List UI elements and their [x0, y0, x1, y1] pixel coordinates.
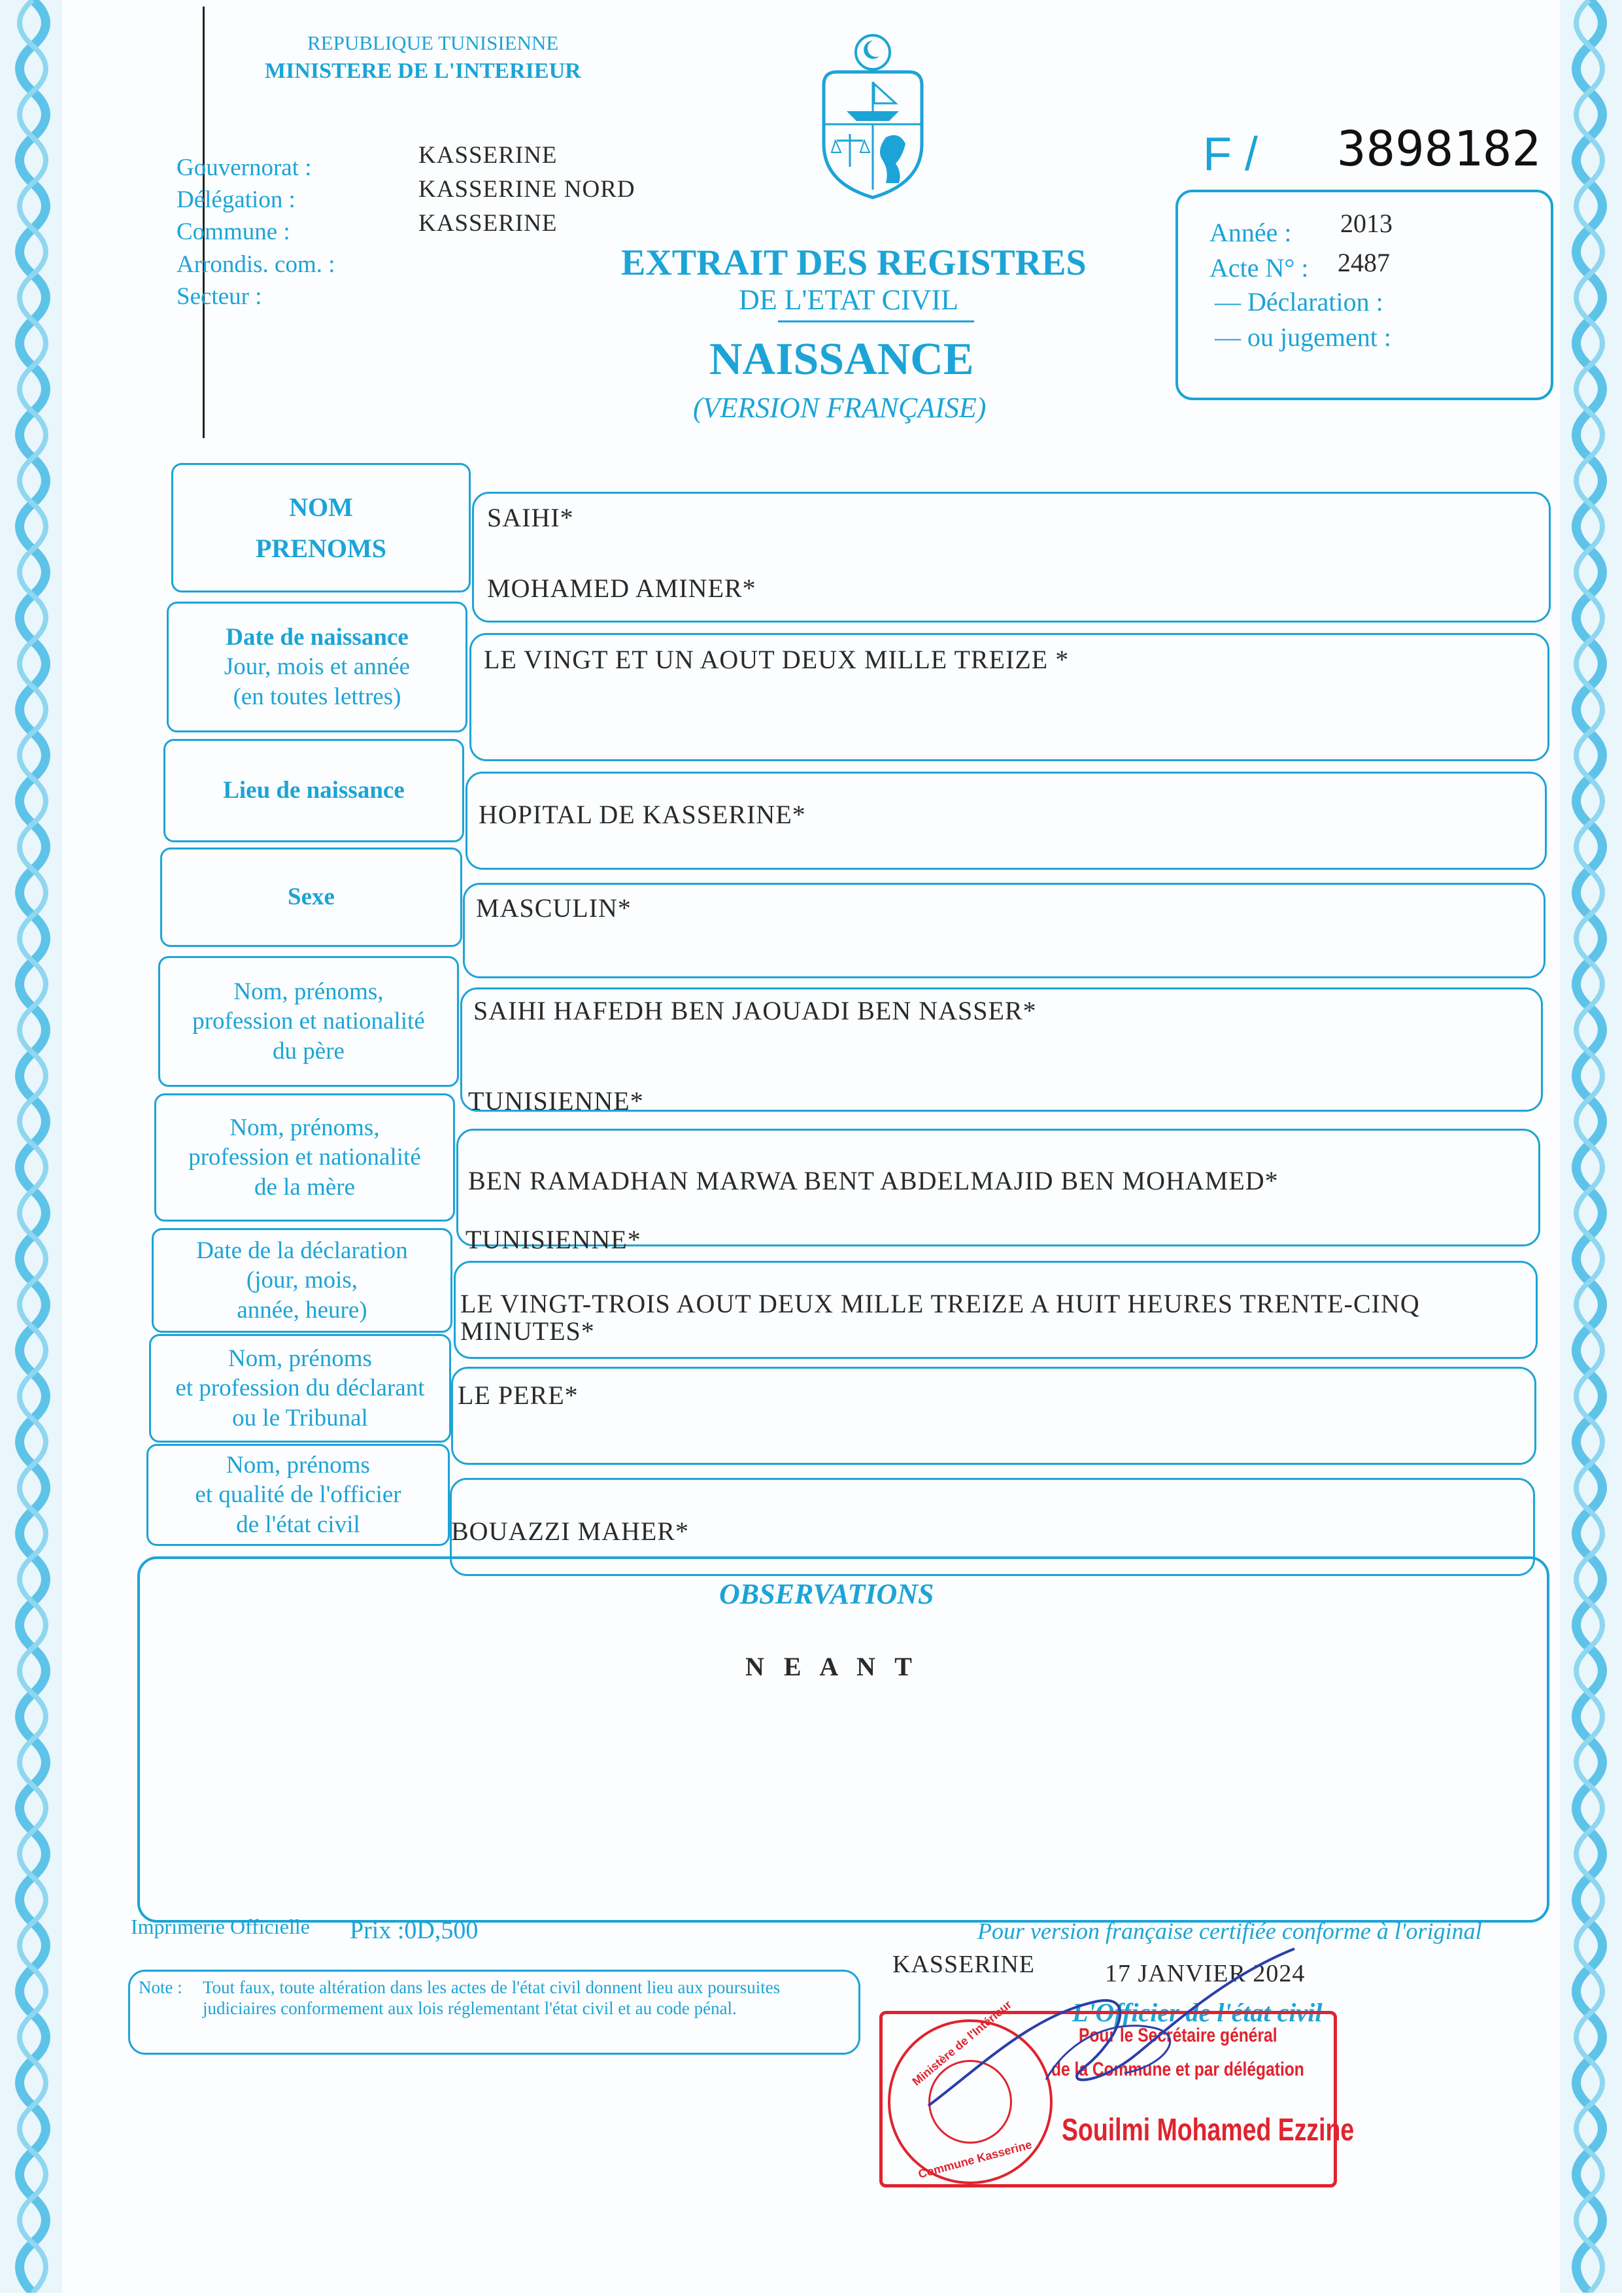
declaration-label-3: année, heure) [237, 1296, 367, 1324]
officier-label-1: Nom, prénoms [226, 1451, 370, 1479]
stamp-line-2: de la Commune et par délégation [1051, 2059, 1304, 2080]
officier-label-3: de l'état civil [236, 1511, 360, 1538]
prenoms-label: PRENOMS [256, 534, 386, 563]
observations-box [137, 1556, 1549, 1923]
declaration-value: LE VINGT-TROIS AOUT DEUX MILLE TREIZE A HUIT HEURES TRENTE-CINQ [460, 1289, 1420, 1318]
acte-number-value: 2487 [1338, 248, 1390, 277]
jugement-label: — ou jugement : [1215, 322, 1391, 352]
observations-title: OBSERVATIONS [719, 1578, 934, 1610]
observations-value: N E A N T [745, 1652, 919, 1681]
date-naissance-value: LE VINGT ET UN AOUT DEUX MILLE TREIZE * [484, 645, 1070, 674]
version-label: (VERSION FRANÇAISE) [693, 392, 987, 424]
arrondissement-label: Arrondis. com. : [177, 250, 335, 278]
declarant-label-3: ou le Tribunal [232, 1404, 368, 1431]
delegation-value: KASSERINE NORD [418, 175, 635, 203]
officier-title: L'Officier de l'état civil [1072, 1998, 1323, 2027]
pere-label-2: profession et nationalité [192, 1008, 425, 1035]
location-values [418, 139, 635, 240]
note-text: Tout faux, toute altération dans les actes de l'état civil donnent lieu aux poursuites judiciaires conformement aux lois réglementant l'état civil et au code pénal. [203, 1978, 781, 2018]
title-divider [778, 320, 974, 322]
delegation-label: Délégation : [177, 186, 296, 214]
mere-label-3: de la mère [254, 1173, 356, 1201]
mere-nationalite: TUNISIENNE* [465, 1225, 641, 1254]
declaration-label-2: (jour, mois, [246, 1267, 358, 1294]
officier-label-2: et qualité de l'officier [195, 1481, 401, 1509]
acte-number-label: Acte N° : [1209, 253, 1309, 283]
serial-prefix: F / [1203, 128, 1258, 180]
sexe-label: Sexe [288, 883, 335, 911]
date-naissance-hint: (en toutes lettres) [233, 683, 401, 710]
signature [902, 1936, 1373, 2132]
pere-label-box [158, 956, 459, 1087]
mere-value: BEN RAMADHAN MARWA BENT ABDELMAJID BEN MOHAMED* [468, 1166, 1279, 1195]
pere-label-3: du père [273, 1037, 345, 1065]
nom-prenoms-label-box [171, 463, 471, 592]
gouvernorat-value: KASSERINE [418, 142, 558, 169]
sexe-value: MASCULIN* [476, 893, 632, 923]
declaration-value-continued: MINUTES* [460, 1316, 595, 1346]
commune-value: KASSERINE [418, 209, 558, 237]
certification-text: Pour version française certifiée conforme à l'original [977, 1918, 1482, 1944]
lieu-label: Lieu de naissance [223, 777, 405, 804]
declarant-label-2: et profession du déclarant [175, 1375, 425, 1402]
gouvernorat-label: Gouvernorat : [177, 154, 312, 181]
prix-label: Prix :0D,500 [350, 1917, 479, 1944]
prenoms-value: MOHAMED AMINER* [487, 574, 756, 603]
nom-label: NOM [289, 492, 353, 522]
date-naissance-label: Date de naissance [226, 623, 409, 651]
document-title: EXTRAIT DES REGISTRES [621, 243, 1087, 283]
declaration-label: — Déclaration : [1215, 287, 1383, 317]
stamp-ring-top: Ministère de l'Intérieur [909, 1997, 1015, 2089]
issue-place: KASSERINE [892, 1951, 1036, 1978]
imprimerie-label: Imprimerie Officielle [131, 1915, 310, 1938]
declaration-label-1: Date de la déclaration [196, 1237, 408, 1264]
note-label: Note : [139, 1978, 182, 1997]
stamp-ring-bottom: Commune Kasserine [917, 2138, 1034, 2181]
mere-label-1: Nom, prénoms, [229, 1114, 380, 1141]
nom-value: SAIHI* [487, 503, 574, 532]
pere-nationalite: TUNISIENNE* [468, 1086, 644, 1116]
date-naissance-sublabel: Jour, mois et année [224, 653, 411, 681]
pere-value: SAIHI HAFEDH BEN JAOUADI BEN NASSER* [473, 996, 1037, 1025]
lieu-label-box [163, 739, 464, 842]
secteur-label: Secteur : [177, 283, 262, 310]
location-labels [177, 152, 335, 313]
declaration-label-box [152, 1228, 452, 1333]
sexe-label-box [160, 848, 462, 947]
stamp-line-1: Pour le Secrétaire général [1079, 2025, 1277, 2046]
republic-heading: REPUBLIQUE TUNISIENNE [307, 31, 559, 54]
mere-label-box [154, 1093, 455, 1222]
mere-label-2: profession et nationalité [188, 1144, 421, 1171]
commune-label: Commune : [177, 218, 290, 246]
printer-code [0, 1517, 1, 1792]
declarant-value-box [451, 1367, 1536, 1465]
serial-number: 3898182 [1337, 121, 1541, 177]
annee-value: 2013 [1340, 209, 1393, 238]
officier-value: BOUAZZI MAHER* [451, 1516, 689, 1546]
annee-label: Année : [1209, 218, 1292, 247]
right-security-border [1560, 0, 1622, 2293]
declarant-label-1: Nom, prénoms [228, 1345, 372, 1372]
document-subtitle: DE L'ETAT CIVIL [739, 284, 958, 316]
issue-date: 17 JANVIER 2024 [1105, 1960, 1306, 1987]
act-type-title: NAISSANCE [709, 334, 974, 385]
ministry-heading: MINISTERE DE L'INTERIEUR [265, 59, 581, 83]
pere-label-1: Nom, prénoms, [233, 978, 384, 1005]
stamp-name: Souilmi Mohamed Ezzine [1062, 2113, 1355, 2148]
declarant-value: LE PERE* [458, 1380, 579, 1410]
coat-of-arms-icon [811, 26, 935, 203]
date-naissance-label-box [167, 602, 467, 732]
declarant-label-box [149, 1334, 451, 1443]
lieu-value: HOPITAL DE KASSERINE* [479, 800, 806, 829]
left-security-border [0, 0, 62, 2293]
officier-label-box [146, 1444, 450, 1546]
